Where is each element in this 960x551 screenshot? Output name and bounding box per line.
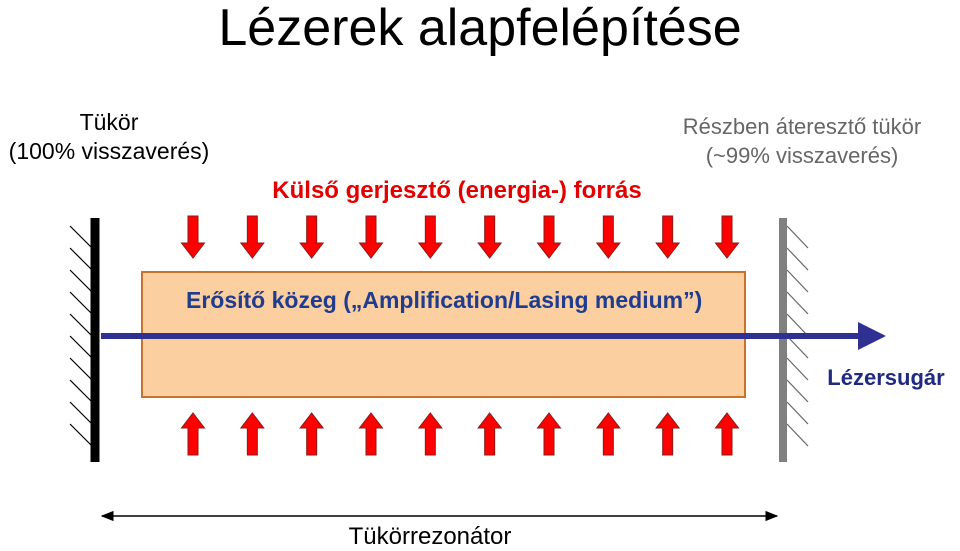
pump-arrow-up <box>716 413 739 455</box>
hatch-line <box>70 402 92 424</box>
hatch-line <box>787 270 808 292</box>
hatch-line <box>70 292 92 314</box>
hatch-line <box>70 424 92 446</box>
pump-arrow-down <box>478 216 501 258</box>
hatch-line <box>787 402 808 424</box>
gain-medium-label: Erősítő közeg („Amplification/Lasing medium”) <box>186 287 703 313</box>
hatch-line <box>787 424 808 446</box>
left-mirror-label <box>0 108 218 166</box>
hatch-line <box>787 336 808 358</box>
hatch-line <box>70 336 92 358</box>
hatch-line <box>70 226 92 248</box>
hatch-line <box>70 270 92 292</box>
hatch-line <box>787 248 808 270</box>
laser-beam-label: Lézersugár <box>827 365 945 390</box>
hatch-line <box>787 292 808 314</box>
pump-arrows-top <box>182 216 739 258</box>
pump-arrow-down <box>182 216 205 258</box>
pump-arrow-up <box>656 413 679 455</box>
resonator-label: Tükörrezonátor <box>348 523 512 550</box>
hatch-line <box>787 380 808 402</box>
hatch-line <box>70 380 92 402</box>
left-mirror-hatching <box>70 226 92 446</box>
left-mirror-label-line1: Tükör <box>79 109 139 135</box>
pump-arrow-up <box>478 413 501 455</box>
pump-arrow-up <box>597 413 620 455</box>
pump-arrow-down <box>360 216 383 258</box>
right-mirror-label <box>652 112 952 170</box>
hatch-line <box>70 314 92 336</box>
right-mirror-label-line2: (~99% visszaverés) <box>705 143 899 168</box>
right-mirror-label-line1: Részben áteresztő tükör <box>682 114 922 139</box>
pump-arrow-down <box>241 216 264 258</box>
hatch-line <box>70 248 92 270</box>
hatch-line <box>787 226 808 248</box>
pump-source-label: Külső gerjesztő (energia-) forrás <box>272 177 642 204</box>
pump-arrow-down <box>656 216 679 258</box>
pump-arrow-down <box>716 216 739 258</box>
pump-arrows-bottom <box>182 413 739 455</box>
hatch-line <box>70 358 92 380</box>
page-title: Lézerek alapfelépítése <box>218 0 742 57</box>
left-mirror-label-line2: (100% visszaverés) <box>8 138 210 164</box>
pump-arrow-down <box>538 216 561 258</box>
laser-beam-arrowhead <box>858 322 886 350</box>
pump-arrow-down <box>419 216 442 258</box>
hatch-line <box>787 314 808 336</box>
pump-arrow-up <box>182 413 205 455</box>
pump-arrow-down <box>597 216 620 258</box>
pump-arrow-up <box>419 413 442 455</box>
pump-arrow-up <box>538 413 561 455</box>
pump-arrow-up <box>360 413 383 455</box>
pump-arrow-down <box>300 216 323 258</box>
pump-arrow-up <box>241 413 264 455</box>
hatch-line <box>787 358 808 380</box>
pump-arrow-up <box>300 413 323 455</box>
